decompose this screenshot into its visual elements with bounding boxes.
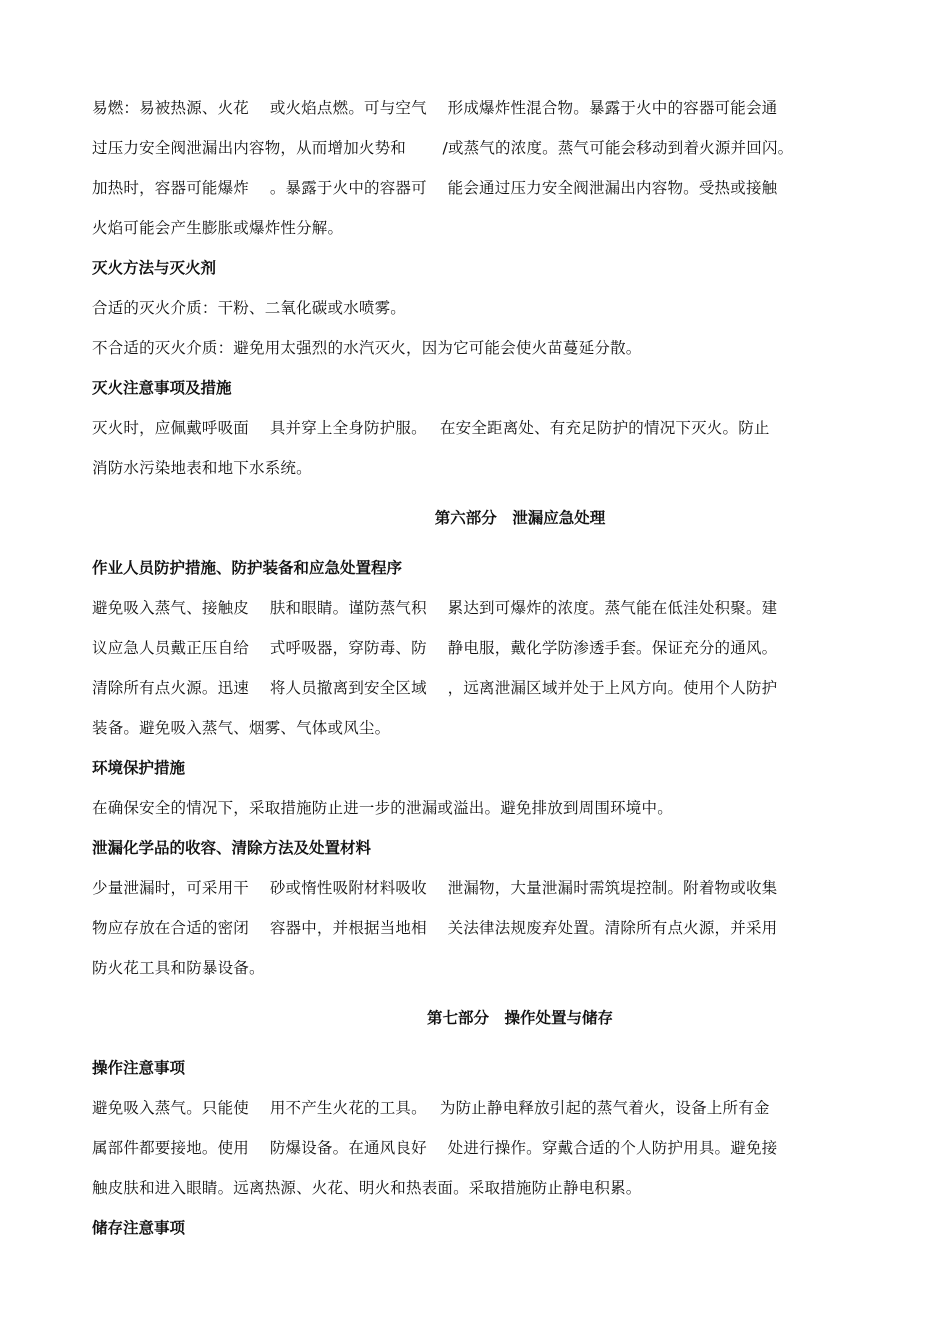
paragraph-line: 属部件都要接地。使用 防爆设备。在通风良好 处进行操作。穿戴合适的个人防护用具。避免接 xyxy=(92,1139,778,1157)
section-6-title: 第六部分 泄漏应急处理 xyxy=(434,509,606,527)
fire-hazard-paragraph xyxy=(92,88,852,248)
paragraph-line: 火焰可能会产生膨胀或爆炸性分解。 xyxy=(92,219,344,237)
paragraph-line: 消防水污染地表和地下水系统。 xyxy=(92,459,312,477)
paragraph-line: 灭火时，应佩戴呼吸面 具并穿上全身防护服。 在安全距离处、有充足防护的情况下灭火。防止 xyxy=(92,419,770,437)
paragraph-line: 少量泄漏时，可采用干 砂或惰性吸附材料吸收 泄漏物，大量泄漏时需筑堤控制。附着物或收集 xyxy=(92,879,778,897)
firefighting-precautions-heading: 灭火注意事项及措施 xyxy=(92,379,232,397)
storage-heading: 储存注意事项 xyxy=(92,1219,186,1237)
paragraph-line: 装备。避免吸入蒸气、烟雾、气体或风尘。 xyxy=(92,719,391,737)
personnel-protection-heading: 作业人员防护措施、防护装备和应急处置程序 xyxy=(92,559,403,577)
containment-heading: 泄漏化学品的收容、清除方法及处置材料 xyxy=(92,839,372,857)
paragraph-line: 在确保安全的情况下，采取措施防止进一步的泄漏或溢出。避免排放到周围环境中。 xyxy=(92,799,673,817)
paragraph-line: 物应存放在合适的密闭 容器中，并根据当地相 关法律法规废弃处置。清除所有点火源，并采用 xyxy=(92,919,778,937)
paragraph-line: 触皮肤和进入眼睛。远离热源、火花、明火和热表面。采取措施防止静电积累。 xyxy=(92,1179,642,1197)
handling-heading: 操作注意事项 xyxy=(92,1059,186,1077)
paragraph-line: 易燃：易被热源、火花 或火焰点燃。可与空气 形成爆炸性混合物。暴露于火中的容器可能会通 xyxy=(92,99,778,117)
paragraph-line: 避免吸入蒸气、接触皮 肤和眼睛。谨防蒸气积 累达到可爆炸的浓度。蒸气能在低洼处积聚。建 xyxy=(92,599,778,617)
paragraph-line: 不合适的灭火介质：避免用太强烈的水汽灭火，因为它可能会使火苗蔓延分散。 xyxy=(92,339,642,357)
paragraph-line: 防火花工具和防暴设备。 xyxy=(92,959,265,977)
paragraph-line: 清除所有点火源。迅速 将人员撤离到安全区域 ，远离泄漏区域并处于上风方向。使用个人防护 xyxy=(92,679,778,697)
paragraph-line: 避免吸入蒸气。只能使 用不产生火花的工具。 为防止静电释放引起的蒸气着火，设备上所有金 xyxy=(92,1099,770,1117)
document-page xyxy=(92,88,852,1248)
paragraph-line: 议应急人员戴正压自给 式呼吸器，穿防毒、防 静电服，戴化学防渗透手套。保证充分的通风。 xyxy=(92,639,778,657)
extinguishing-heading: 灭火方法与灭火剂 xyxy=(92,259,217,277)
section-7-title: 第七部分 操作处置与储存 xyxy=(426,1009,613,1027)
paragraph-line: 加热时，容器可能爆炸 。暴露于火中的容器可 能会通过压力安全阀泄漏出内容物。受热或接触 xyxy=(92,179,778,197)
paragraph-line: 过压力安全阀泄漏出内容物，从而增加火势和 /或蒸气的浓度。蒸气可能会移动到着火源并回闪。 xyxy=(92,139,794,157)
paragraph-line: 合适的灭火介质：干粉、二氧化碳或水喷雾。 xyxy=(92,299,407,317)
environment-heading: 环境保护措施 xyxy=(92,759,186,777)
